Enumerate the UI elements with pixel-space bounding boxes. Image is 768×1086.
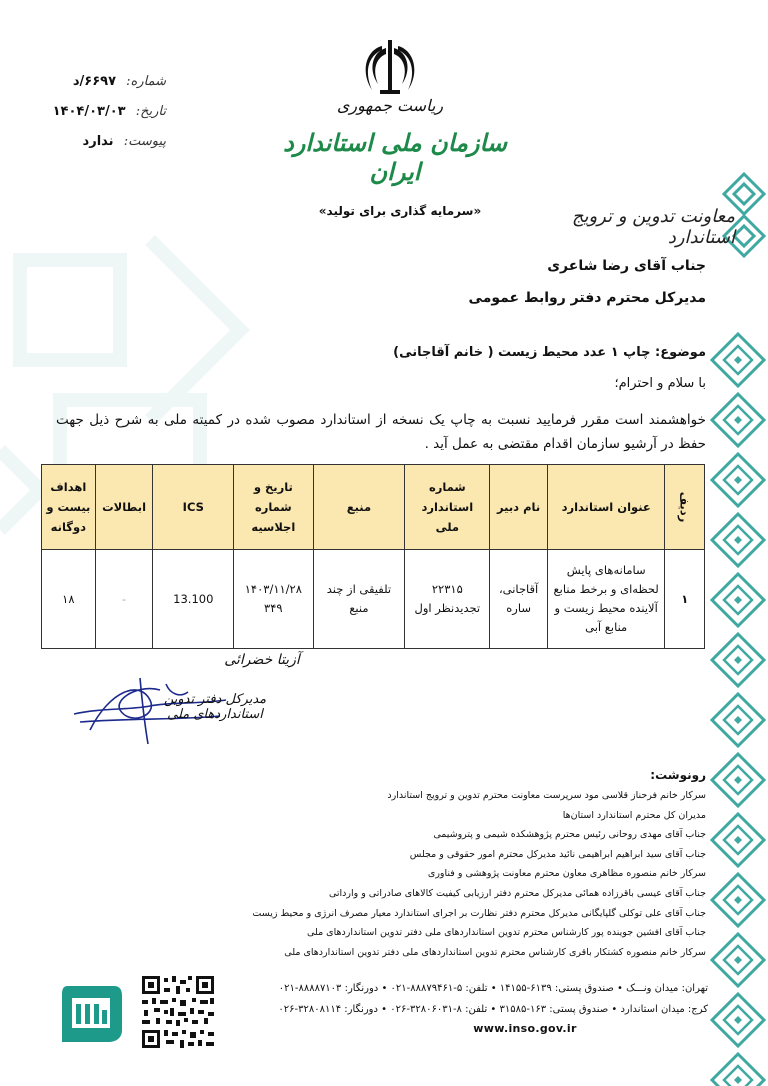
header-secretary: نام دبیر xyxy=(490,465,548,550)
website-link[interactable]: www.inso.gov.ir xyxy=(473,1022,577,1035)
date-value: ۱۴۰۴/۰۳/۰۳ xyxy=(52,104,126,119)
footer-tehran: تهران: میدان ونـــک • صندوق پستی: ۶۱۳۹-۱۴۱۵۵ • تلفن: ۵-۸۸۸۷۹۴۶۱-۰۲۱ • دورنگار: ۸۸۸۸۷۱۰۳-۰۲۱ xyxy=(278,983,708,994)
cell-info: - xyxy=(95,550,153,649)
cell-ics: 13.100 xyxy=(153,550,234,649)
header-goals: اهداف بیست و دوگانه xyxy=(42,465,96,550)
attachment-value: ندارد xyxy=(82,134,114,149)
side-pattern xyxy=(708,330,768,1086)
header-source: منبع xyxy=(313,465,405,550)
cell-secretary: آقاجانی، ساره xyxy=(490,550,548,649)
body-paragraph: خواهشمند است مقرر فرمایید نسبت به چاپ یک نسخه از استاندارد مصوب شده در کمیته ملی به شرح ذیل جهت حفظ در آرشیو سازمان اقدام مقتضی به عمل آید . xyxy=(56,412,706,452)
organization-title: سازمان ملی استاندارد ایران xyxy=(283,128,507,186)
list-item: جناب آقای سید ابراهیم ابراهیمی نائید مدیرکل محترم امور حقوقی و مجلس xyxy=(409,848,706,860)
number-label: شماره: xyxy=(126,74,166,89)
cc-title: رونوشت: xyxy=(650,768,706,782)
inso-logo-icon xyxy=(58,982,124,1044)
list-item: جناب آقای افشین جوینده پور کارشناس محترم تدوین استانداردهای ملی دفتر تدوین استانداردهای ملی xyxy=(307,927,706,939)
header-meeting: تاریخ و شماره اجلاسیه xyxy=(234,465,313,550)
footer-karaj: کرج: میدان استاندارد • صندوق پستی: ۱۶۳-۳۱۵۸۵ • تلفن: ۸-۳۲۸۰۶۰۳۱-۰۲۶ • دورنگار: ۳۲۸۰۸۱۱۴-۰۲۶ xyxy=(278,1004,708,1015)
list-item: جناب آقای علی توکلی گلپایگانی مدیرکل محترم دفتر نظارت بر اجرای استاندارد معیار مصرف انرژی و محیط زیست xyxy=(252,907,706,919)
header-ics: ICS xyxy=(153,465,234,550)
attachment-label: پیوست: xyxy=(123,134,166,149)
recipient-name: جناب آقای رضا شاعری xyxy=(547,258,706,274)
header-row-number: ردیف xyxy=(665,465,705,550)
cc-list xyxy=(166,786,706,962)
list-item: جناب آقای عیسی باقرزاده همائی مدیرکل محترم دفتر ارزیابی کیفیت کالاهای صادراتی و وارداتی xyxy=(328,887,706,899)
qr-code-icon xyxy=(140,974,216,1050)
cell-std-number: ۲۲۳۱۵ تجدیدنظر اول xyxy=(405,550,490,649)
header-info: ابطالات xyxy=(95,465,153,550)
date-label: تاریخ: xyxy=(135,104,166,119)
table-row xyxy=(42,550,705,649)
recipient-title: مدیرکل محترم دفتر روابط عمومی xyxy=(468,290,706,306)
attachment-row xyxy=(46,128,166,158)
header-title: عنوان استاندارد xyxy=(547,465,665,550)
list-item: جناب آقای مهدی روحانی رئیس محترم پژوهشکده شیمی و پتروشیمی xyxy=(433,829,706,841)
table-header-row xyxy=(42,465,705,550)
cell-meeting: ۱۴۰۳/۱۱/۲۸ ۳۴۹ xyxy=(234,550,313,649)
iran-emblem-icon xyxy=(362,36,418,96)
signatory-name: آزیتا خضرائی xyxy=(224,652,300,668)
number-value: ۶۶۹۷/د xyxy=(72,74,117,89)
cell-title: سامانه‌های پایش لحظه‌ای و برخط منابع آلاینده محیط زیست و منابع آبی xyxy=(547,550,665,649)
header-std-number: شماره استاندارد ملی xyxy=(405,465,490,550)
cell-goals: ۱۸ xyxy=(42,550,96,649)
cell-row-number: ۱ xyxy=(665,550,705,649)
list-item: سرکار خانم فرحناز قلاسی مود سرپرست معاونت محترم تدوین و ترویج استاندارد xyxy=(387,790,706,801)
subject-line: موضوع: چاپ ۱ عدد محیط زیست ( خانم آقاجانی) xyxy=(393,345,706,360)
cell-source: تلفیقی از چند منبع xyxy=(313,550,405,649)
deputy-title: معاونت تدوین و ترویج استاندارد xyxy=(571,206,735,248)
greeting: با سلام و احترام؛ xyxy=(614,376,706,391)
letter-meta xyxy=(46,68,166,158)
presidency-title: ریاست جمهوری xyxy=(336,96,444,115)
standards-table xyxy=(41,464,705,649)
list-item: سرکار خانم منصوره کشتکار باقری کارشناس محترم تدوین استانداردهای ملی دفتر تدوین استانداردهای ملی xyxy=(284,946,706,958)
date-row xyxy=(46,98,166,128)
footer-contact xyxy=(248,978,708,1020)
number-row xyxy=(46,68,166,98)
signatory-title: مدیرکل دفتر تدوین استانداردهای ملی xyxy=(163,692,267,722)
motto: «سرمایه گذاری برای تولید» xyxy=(318,204,482,218)
list-item: مدیران کل محترم استاندارد استان‌ها xyxy=(562,809,706,821)
list-item: سرکار خانم منصوره مظاهری معاون محترم معاونت پژوهشی و فناوری xyxy=(427,868,706,880)
